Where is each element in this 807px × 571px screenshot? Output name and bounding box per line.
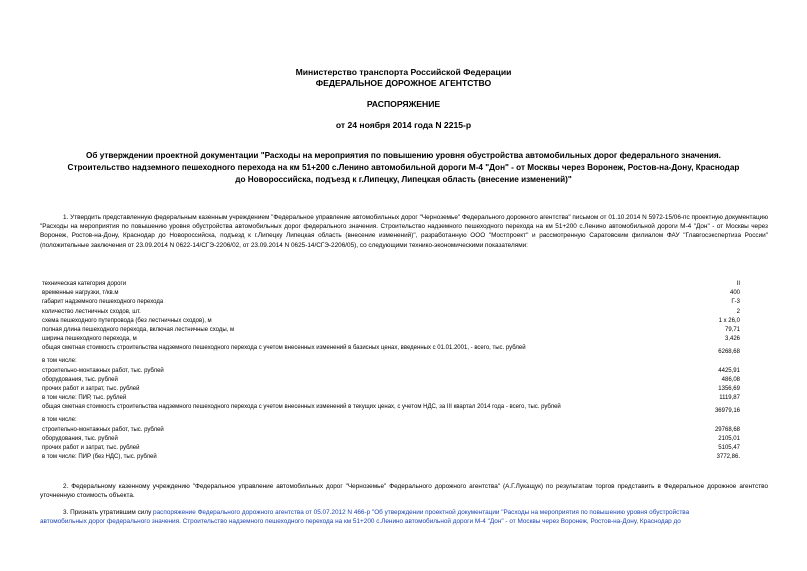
parameter-row [42,289,764,298]
parameter-row [42,317,764,326]
parameter-label: строительно-монтажных работ, тыс. рублей [42,426,164,433]
parameter-value: 400 [729,290,740,297]
parameter-label: временные нагрузки, т/кв.м [42,290,119,297]
title-line-2: Строительство надземного пешеходного перехода на км 51+200 с.Ленино автомобильной дороги М-4 "Дон" - от Москвы через Воронеж, Ростов-на-Дону, Краснодар [67,163,740,172]
parameter-value: 3,426 [724,336,740,343]
parameter-value: 5105,47 [718,445,740,452]
parameter-value: 1 х 26,0 [718,317,740,324]
parameter-row [42,376,764,385]
parameter-label: в том числе: [42,358,77,365]
parameter-value: 486,08 [721,376,740,383]
parameter-row [42,280,764,289]
parameter-value: 79,71 [724,327,740,334]
document-date: от 24 ноября 2014 года N 2215-р [335,120,472,130]
parameter-value: 29768,68 [714,426,740,433]
parameter-label: количество лестничных сходов, шт. [42,308,141,315]
parameter-label: техническая категория дороги [42,281,127,287]
parameters-table [42,280,764,462]
parameter-value [660,416,764,425]
parameter-label: в том числе: ПИР, тыс. рублей [42,395,127,402]
parameter-value: 36979,16 [714,408,740,415]
parameter-value [660,357,764,366]
parameter-label: полная длина пешеходного перехода, включая лестничные сходы, м [42,327,235,334]
parameter-value: 1119,87 [719,395,740,402]
parameter-row [42,435,764,444]
parameter-label: общая сметная стоимость строительства надземного пешеходного перехода с учетом внесенных изменений в текущих ценах, с учетом НДС, за III квартал 2014 года - всего, тыс. рублей [42,404,561,411]
paragraph-2-text: 2. Федеральному казенному учреждению "Федеральное управление автомобильных дорог "Черноземье" Федерального дорожного агентства" (А.Г.Лукащук) по результатам торгов представить в Федеральное дорожное агентство уточненную стоимость объекта. [40,483,768,500]
parameter-row [42,453,764,462]
document-type: РАСПОРЯЖЕНИЕ [366,99,441,109]
paragraph-3-prefix: 3. Признать утратившим силу [63,509,154,516]
ministry-name: Министерство транспорта Российской Федерации [295,67,512,77]
parameter-label: оборудования, тыс. рублей [42,435,118,442]
parameter-value: 6268,68 [718,349,740,356]
title-line-1: Об утверждении проектной документации "Расходы на мероприятия по повышению уровня обустройства автомобильных дорог федерального значения. [86,151,721,160]
parameter-label: прочих работ и затрат, тыс. рублей [42,386,140,393]
parameter-row [42,326,764,335]
parameter-label: в том числе: ПИР (без НДС), тыс. рублей [42,454,157,461]
parameter-row [42,367,764,376]
parameter-value: II [736,281,740,287]
parameter-label: строительно-монтажных работ, тыс. рублей [42,367,164,374]
parameter-label: в том числе: [42,417,77,424]
paragraph-1 [40,213,768,250]
parameter-label: оборудования, тыс. рублей [42,376,118,383]
parameter-label: прочих работ и затрат, тыс. рублей [42,445,140,452]
parameter-label: схема пешеходного путепровода (без лестничных сходов), м [42,317,212,324]
parameter-label: габарит надземного пешеходного перехода [42,299,164,306]
parameter-value: 1356,69 [718,386,740,393]
paragraph-1-text: 1. Утвердить представленную федеральным казенным учреждением "Федеральное управление автомобильных дорог "Черноземье" Федерального дорожного агентства" письмом от 01.10.2014 N 5972-15/06-пс проектную документацию "Расходы на мероприятия по повышению уровня обустройства автомобильных дорог федерального значения. Строительство надземного пешеходного перехода на км 51+200 с.Ленино автомобильной дороги М-4 "Дон" - от Москвы через Воронеж, Ростов-на-Дону, Краснодар до Новороссийска, подъезд к г.Липецку Липецкая область (внесение изменений)", разработанную ООО "Мостпроект" и рассмотренную Саратовским филиалом ФАУ "Главгосэкспертиза России" (положительные заключения от 23.09.2014 N 0622-14/СГЭ-2206/02, от 23.09.2014 N 0625-14/СГЭ-2206/05), со следующими технико-экономическими показателями: [40,214,768,249]
parameter-label: общая сметная стоимость строительства надземного пешеходного перехода с учетом внесенных изменений в базисных ценах, введенных с 01.01.2001, - всего, тыс. рублей [42,345,526,352]
title-line-3: до Новороссийска, подъезд к г.Липецку, Липецкая область (внесение изменений)" [235,175,572,184]
parameter-row [42,298,764,307]
agency-name: ФЕДЕРАЛЬНОЕ ДОРОЖНОЕ АГЕНТСТВО [315,78,492,88]
parameter-value: Г-3 [731,299,740,306]
paragraph-3-line-1 [40,508,768,517]
parameter-row [42,444,764,453]
parameter-row [42,426,764,435]
parameter-label: ширина пешеходного перехода, м [42,336,137,343]
parameter-value: 4425,91 [718,367,740,374]
parameter-row [42,357,764,366]
parameter-row [42,308,764,317]
parameter-row [42,416,764,425]
parameter-row [42,403,764,416]
parameter-row [42,394,764,403]
parameter-row [42,385,764,394]
paragraph-3-line-2 [40,517,768,526]
parameter-row [42,344,764,357]
paragraph-2 [40,482,768,500]
parameter-row [42,335,764,344]
repealed-order-link[interactable]: распоряжение Федерального дорожного агентства от 05.07.2012 N 466-р "Об утверждении проектной документации "Расходы на мероприятия по повышению уровня обустройства [153,509,690,516]
parameter-value: 2 [736,308,740,315]
repealed-order-link-continued[interactable]: автомобильных дорог федерального значения. Строительство надземного пешеходного перехода на км 51+200 с.Ленино автомобильной дороги М-4 "Дон" - от Москвы через Воронеж, Ростов-на-Дону, Краснодар до [40,518,681,525]
parameter-value: 2105,01 [718,435,740,442]
parameter-value: 3772,86. [716,454,740,461]
